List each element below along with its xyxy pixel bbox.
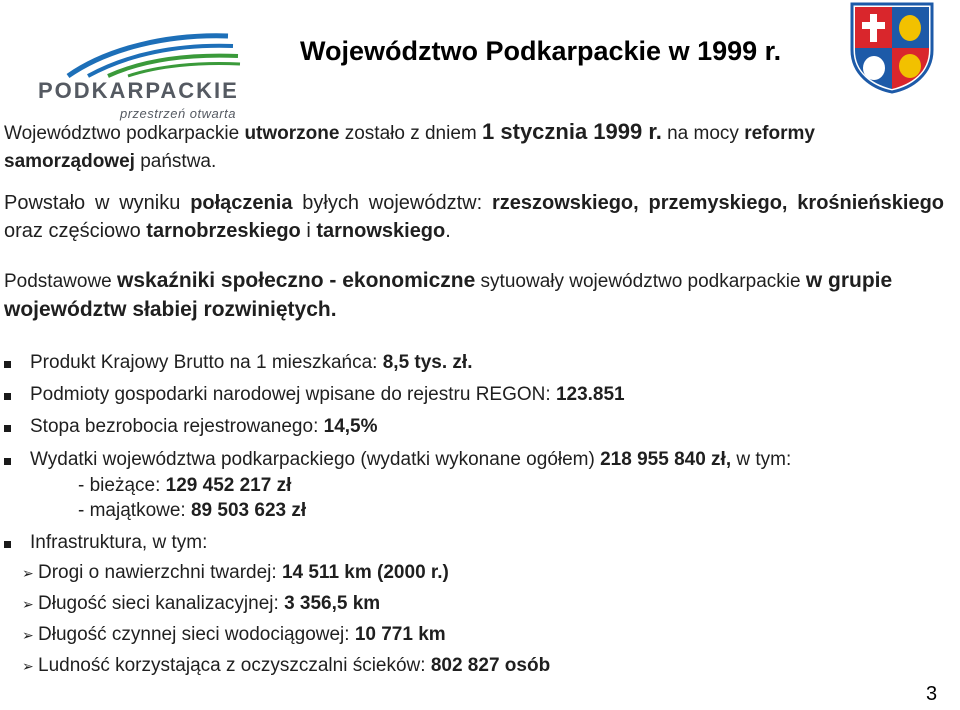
expenses-value: 218 955 840 zł, <box>600 449 732 470</box>
bullet-square-icon <box>4 458 11 465</box>
regon-value: 123.851 <box>555 384 625 405</box>
gdp-value: 8,5 tys. zł. <box>382 352 473 373</box>
sewer-label: Długość sieci kanalizacyjnej: <box>38 593 285 614</box>
expenses-suffix: w tym: <box>731 449 792 470</box>
p2-text-5: . <box>445 220 451 242</box>
p1-text-3: na mocy <box>661 123 745 144</box>
page-title: Województwo Podkarpackie w 1999 r. <box>300 36 782 66</box>
p1-date: 1 stycznia 1999 r. <box>482 119 662 144</box>
logo-tagline: przestrzeń otwarta <box>120 106 236 121</box>
water-label: Długość czynnej sieci wodociągowej: <box>38 624 355 645</box>
gdp-label: Produkt Krajowy Brutto na 1 mieszkańca: <box>30 352 383 373</box>
p3-text-2: sytuowały województwo podkarpackie <box>475 271 806 292</box>
arrow-bullet-icon: ➢ <box>22 627 34 643</box>
p3-text-1: Podstawowe <box>4 271 118 292</box>
p1-text-2: zostało z dniem <box>339 123 483 144</box>
p2-text-3: oraz częściowo <box>4 220 147 242</box>
p3-bold-1: wskaźniki społeczno - ekonomiczne <box>117 269 476 292</box>
p1-text-1: Województwo podkarpackie <box>4 123 245 144</box>
water-value: 10 771 km <box>354 624 446 645</box>
arrow-bullet-icon: ➢ <box>22 658 34 674</box>
p2-tarnobrzeskie: tarnobrzeskiego <box>146 220 301 242</box>
treatment-label: Ludność korzystająca z oczyszczalni ścieków: <box>38 655 431 676</box>
p2-text-1: Powstało w wyniku <box>4 192 191 214</box>
unemployment-label: Stopa bezrobocia rejestrowanego: <box>30 416 324 437</box>
page-number: 3 <box>926 683 938 705</box>
p1-text-4: państwa. <box>134 151 217 172</box>
voivodeship-crest <box>850 2 934 94</box>
roads-label: Drogi o nawierzchni twardej: <box>38 562 282 583</box>
coat-of-arms-icon <box>850 2 934 94</box>
expenses-label: Wydatki województwa podkarpackiego (wydatki wykonane ogółem) <box>30 449 601 470</box>
infrastructure-label: Infrastruktura, w tym: <box>30 532 208 553</box>
roads-value: 14 511 km (2000 r.) <box>281 562 449 583</box>
expense-sub-item <box>78 475 291 497</box>
bullet-square-icon <box>4 541 11 548</box>
expense-sub-item <box>78 500 306 522</box>
indicators-paragraph <box>4 267 944 325</box>
p2-text-2: byłych województw: <box>292 192 492 214</box>
merger-paragraph <box>4 189 944 245</box>
p2-former-voivodeships: rzeszowskiego, przemyskiego, krośnieńskiego <box>491 192 944 214</box>
treatment-value: 802 827 osób <box>430 655 551 676</box>
p3-bold-2: w grupie województw słabiej rozwiniętych. <box>4 269 893 321</box>
arrow-bullet-icon: ➢ <box>22 565 34 581</box>
sewer-value: 3 356,5 km <box>284 593 381 614</box>
capital-expenses-label: - majątkowe: <box>78 500 191 521</box>
p2-text-4: i <box>300 220 317 242</box>
logo-name: PODKARPACKIE <box>38 78 239 103</box>
p1-bold-1: utworzone <box>244 123 340 144</box>
capital-expenses-value: 89 503 623 zł <box>190 500 307 521</box>
p2-bold-1: połączenia <box>190 192 293 214</box>
bullet-square-icon <box>4 393 11 400</box>
bullet-square-icon <box>4 361 11 368</box>
current-expenses-label: - bieżące: <box>78 475 166 496</box>
arrow-bullet-icon: ➢ <box>22 596 34 612</box>
p1-bold-3: reformy samorządowej <box>4 123 815 172</box>
podkarpackie-logo <box>28 28 258 121</box>
bullet-square-icon <box>4 425 11 432</box>
current-expenses-value: 129 452 217 zł <box>165 475 292 496</box>
unemployment-value: 14,5% <box>323 416 378 437</box>
p2-tarnowskie: tarnowskiego <box>316 220 446 242</box>
regon-label: Podmioty gospodarki narodowej wpisane do rejestru REGON: <box>30 384 556 405</box>
creation-paragraph <box>4 118 944 176</box>
